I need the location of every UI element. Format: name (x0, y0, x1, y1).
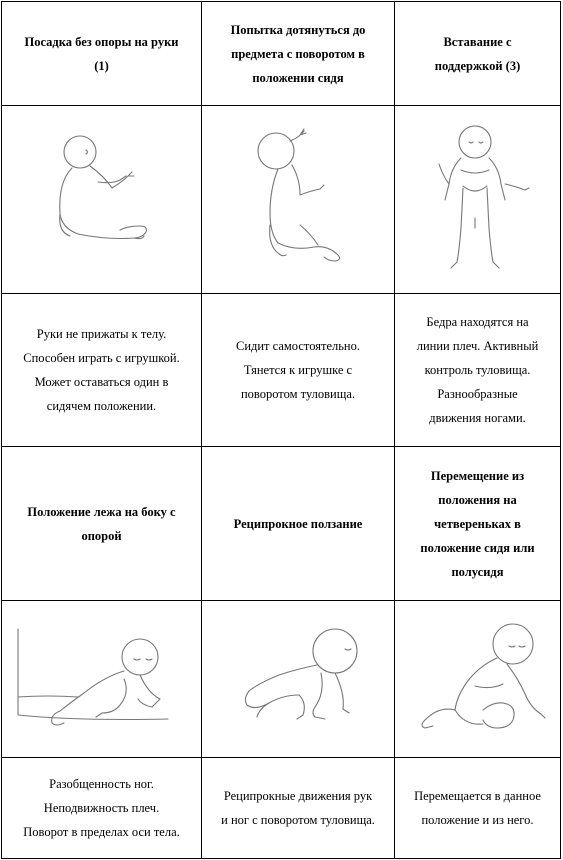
description-cell-sitting (2, 294, 202, 447)
image-cell-reaching (202, 106, 395, 294)
description-line: поворотом туловища. (240, 387, 356, 401)
header-line: (1) (94, 58, 109, 73)
image-cell-standing (395, 106, 561, 294)
header-line: положение сидя или (420, 540, 535, 555)
baby-reaching-icon (238, 125, 358, 275)
header-cell-sitting (2, 2, 202, 106)
baby-side-lying-icon (12, 619, 192, 739)
baby-half-sitting-icon (403, 614, 563, 744)
header-line: Перемещение из (430, 468, 525, 483)
description-row-2 (2, 758, 561, 859)
description-line: Может оставаться один в (34, 375, 169, 389)
description-cell-reaching (202, 294, 395, 447)
description-line: Способен играть с игрушкой. (23, 351, 180, 365)
description-line: Тянется к игрушке с (243, 363, 353, 377)
header-cell-crawling (202, 447, 395, 601)
header-line: Положение лежа на боку с (27, 504, 176, 519)
image-cell-side-lying (2, 601, 202, 758)
header-row-1 (2, 2, 561, 106)
baby-crawling-icon (213, 619, 383, 739)
description-line: Бедра находятся на (426, 315, 529, 329)
baby-sitting-icon (42, 130, 162, 270)
description-line: контроль туловища. (424, 363, 531, 377)
header-line: положении сидя (252, 70, 344, 85)
description-cell-crawling (202, 758, 395, 859)
description-line: Неподвижность плеч. (43, 801, 160, 815)
image-cell-half-sitting (395, 601, 561, 758)
image-row-1 (2, 106, 561, 294)
header-line: полусидя (451, 564, 504, 579)
development-stages-table (1, 1, 561, 859)
header-line: Посадка без опоры на руки (24, 34, 179, 49)
header-cell-side-lying (2, 447, 202, 601)
image-cell-crawling (202, 601, 395, 758)
description-line: Реципрокные движения рук (223, 789, 373, 803)
description-line: Поворот в пределах оси тела. (23, 825, 180, 839)
header-line: положения на (438, 492, 517, 507)
description-cell-standing (395, 294, 561, 447)
description-line: и ног с поворотом туловища. (221, 813, 375, 827)
description-line: сидячем положении. (46, 399, 157, 413)
baby-standing-icon (423, 120, 533, 280)
description-line: Разнообразные (437, 387, 518, 401)
description-cell-side-lying (2, 758, 202, 859)
description-line: линии плеч. Активный (416, 339, 539, 353)
description-line: Руки не прижаты к телу. (36, 327, 167, 341)
description-line: Перемещается в данное (414, 789, 541, 803)
description-line: Сидит самостоятельно. (235, 339, 360, 353)
description-line: положение и из него. (421, 813, 534, 827)
description-line: движения ногами. (429, 411, 526, 425)
header-line: опорой (81, 528, 122, 543)
header-line: четвереньках в (434, 516, 521, 531)
header-line: поддержкой (3) (434, 58, 521, 73)
description-row-1 (2, 294, 561, 447)
description-cell-half-sitting (395, 758, 561, 859)
header-line: Попытка дотянуться до (230, 22, 366, 37)
description-line: Разобщенность ног. (49, 777, 154, 791)
header-line: Вставание с (443, 34, 512, 49)
header-cell-reaching (202, 2, 395, 106)
header-cell-half-sitting (395, 447, 561, 601)
image-cell-sitting (2, 106, 202, 294)
header-line: предмета с поворотом в (231, 46, 365, 61)
header-cell-standing (395, 2, 561, 106)
image-row-2 (2, 601, 561, 758)
header-row-2 (2, 447, 561, 601)
header-line: Реципрокное ползание (233, 516, 363, 531)
